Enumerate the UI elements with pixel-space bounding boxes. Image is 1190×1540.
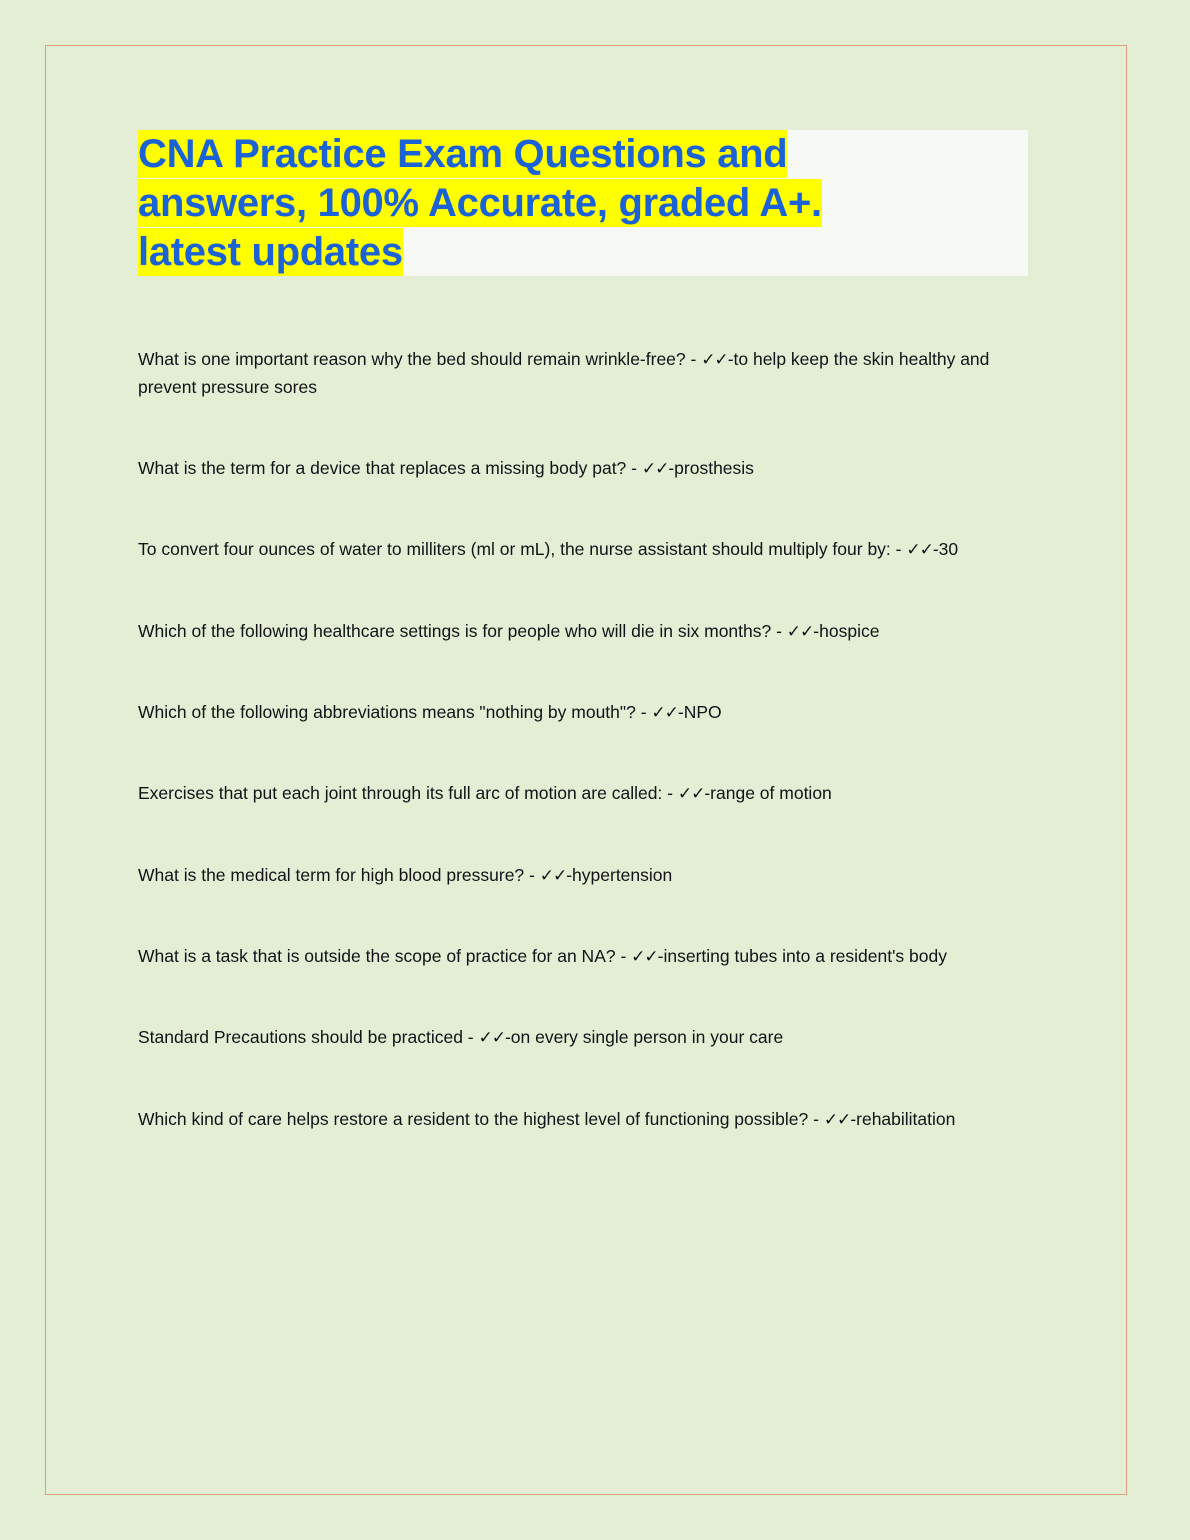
qa-question: What is a task that is outside the scope of practice for an NA? - (138, 945, 632, 966)
qa-item (138, 943, 1018, 970)
check-icon: ✓✓ (651, 702, 678, 722)
page-title-line-1: CNA Practice Exam Questions and (138, 132, 788, 176)
qa-question: What is one important reason why the bed should remain wrinkle-free? - (138, 349, 702, 370)
qa-question: What is the medical term for high blood pressure? - (138, 864, 540, 885)
qa-item (138, 455, 1018, 482)
qa-item (138, 780, 1018, 807)
page-title-line-2: answers, 100% Accurate, graded A+. (138, 180, 822, 225)
page-title-line-3: latest updates (138, 229, 403, 274)
check-icon: ✓✓ (786, 621, 814, 641)
document-content (138, 130, 1028, 1133)
qa-item (138, 618, 1018, 645)
qa-answer: -rehabilitation (850, 1108, 956, 1129)
qa-answer: -hypertension (566, 864, 673, 885)
qa-question: Which kind of care helps restore a resident to the highest level of functioning possible? - (138, 1108, 824, 1129)
qa-item (138, 862, 1018, 889)
check-icon: ✓✓ (478, 1028, 505, 1048)
qa-item (138, 699, 1018, 726)
check-icon: ✓✓ (539, 865, 567, 885)
qa-question: Standard Precautions should be practiced - (138, 1027, 479, 1048)
check-icon: ✓✓ (906, 540, 933, 560)
check-icon: ✓✓ (677, 784, 705, 804)
qa-answer: -prosthesis (668, 457, 754, 478)
qa-item (138, 1106, 1018, 1133)
qa-answer: -30 (932, 539, 959, 560)
title-block (138, 130, 1028, 276)
qa-list (138, 346, 1028, 1133)
qa-item (138, 536, 1018, 563)
qa-question: Which of the following abbreviations means "nothing by mouth"? - (138, 701, 652, 722)
check-icon: ✓✓ (701, 350, 728, 370)
qa-answer: -on every single person in your care (504, 1027, 784, 1048)
check-icon: ✓✓ (631, 946, 658, 966)
qa-question: Which of the following healthcare settings is for people who will die in six months? - (138, 620, 787, 641)
check-icon: ✓✓ (641, 458, 669, 478)
qa-answer: -inserting tubes into a resident's body (657, 945, 947, 966)
qa-answer: -range of motion (704, 783, 832, 804)
qa-answer: -to help keep the skin healthy and prevent pressure sores (138, 349, 990, 397)
qa-item (138, 346, 1018, 400)
qa-question: Exercises that put each joint through its full arc of motion are called: - (138, 783, 678, 804)
qa-question: To convert four ounces of water to milliters (ml or mL), the nurse assistant should multiply four by: - (138, 539, 907, 560)
qa-answer: -hospice (813, 620, 880, 641)
page-title (138, 130, 1028, 276)
check-icon: ✓✓ (823, 1109, 851, 1129)
qa-item (138, 1024, 1018, 1051)
qa-answer: -NPO (677, 701, 722, 722)
qa-question: What is the term for a device that replaces a missing body pat? - (138, 457, 642, 478)
